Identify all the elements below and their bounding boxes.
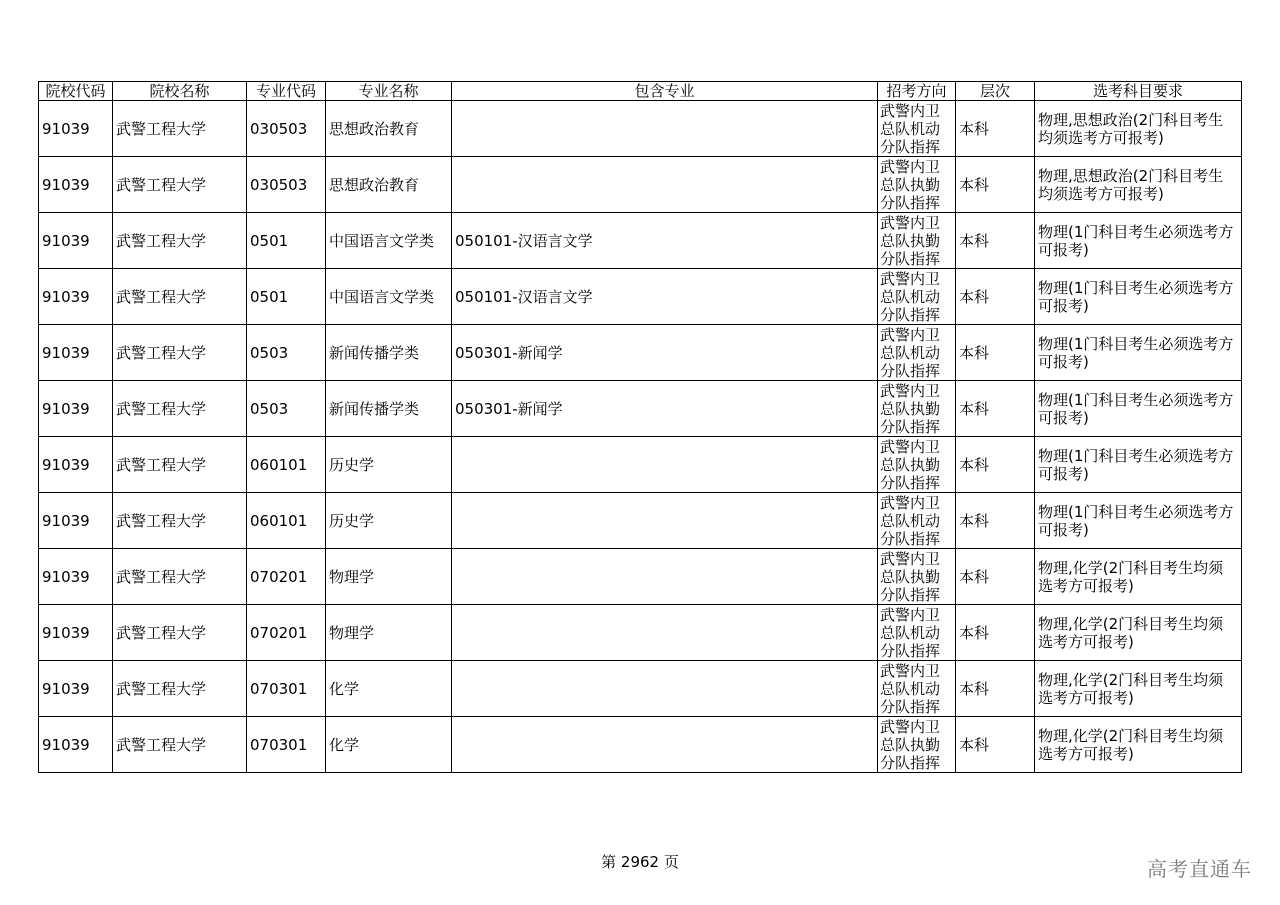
direction-cell: 武警内卫总队执勤分队指挥	[878, 437, 956, 493]
direction-cell: 武警内卫总队执勤分队指挥	[878, 157, 956, 213]
header-included-majors: 包含专业	[452, 82, 878, 101]
table-row	[39, 325, 1242, 381]
subject-requirements-cell: 物理,化学(2门科目考生均须选考方可报考)	[1035, 549, 1242, 605]
school-name-cell: 武警工程大学	[113, 493, 247, 549]
school-name-cell: 武警工程大学	[113, 325, 247, 381]
included-majors-cell	[452, 437, 878, 493]
major-name-cell: 思想政治教育	[326, 157, 452, 213]
table-row	[39, 605, 1242, 661]
major-code-cell: 070201	[247, 605, 326, 661]
school-name-cell: 武警工程大学	[113, 437, 247, 493]
major-code-cell: 070301	[247, 717, 326, 773]
school-name-cell: 武警工程大学	[113, 269, 247, 325]
subject-requirements-cell: 物理(1门科目考生必须选考方可报考)	[1035, 213, 1242, 269]
included-majors-cell: 050101-汉语言文学	[452, 213, 878, 269]
included-majors-cell	[452, 493, 878, 549]
major-code-cell: 0501	[247, 213, 326, 269]
major-name-cell: 历史学	[326, 493, 452, 549]
table-row	[39, 381, 1242, 437]
direction-cell: 武警内卫总队执勤分队指挥	[878, 381, 956, 437]
subject-requirements-cell: 物理(1门科目考生必须选考方可报考)	[1035, 269, 1242, 325]
major-code-cell: 030503	[247, 157, 326, 213]
watermark-logo: 高考直通车	[1147, 857, 1252, 881]
school-name-cell: 武警工程大学	[113, 101, 247, 157]
header-level: 层次	[956, 82, 1035, 101]
included-majors-cell	[452, 661, 878, 717]
school-name-cell: 武警工程大学	[113, 605, 247, 661]
table-row	[39, 549, 1242, 605]
header-school-name: 院校名称	[113, 82, 247, 101]
level-cell: 本科	[956, 157, 1035, 213]
included-majors-cell: 050101-汉语言文学	[452, 269, 878, 325]
subject-requirements-cell: 物理(1门科目考生必须选考方可报考)	[1035, 437, 1242, 493]
table-row	[39, 717, 1242, 773]
level-cell: 本科	[956, 605, 1035, 661]
major-name-cell: 物理学	[326, 605, 452, 661]
level-cell: 本科	[956, 493, 1035, 549]
level-cell: 本科	[956, 213, 1035, 269]
direction-cell: 武警内卫总队机动分队指挥	[878, 605, 956, 661]
school-code-cell: 91039	[39, 605, 113, 661]
subject-requirements-cell: 物理,化学(2门科目考生均须选考方可报考)	[1035, 605, 1242, 661]
level-cell: 本科	[956, 325, 1035, 381]
header-major-name: 专业名称	[326, 82, 452, 101]
major-code-cell: 070301	[247, 661, 326, 717]
included-majors-cell: 050301-新闻学	[452, 381, 878, 437]
school-code-cell: 91039	[39, 101, 113, 157]
direction-cell: 武警内卫总队机动分队指挥	[878, 325, 956, 381]
major-name-cell: 化学	[326, 717, 452, 773]
major-name-cell: 新闻传播学类	[326, 325, 452, 381]
subject-requirements-cell: 物理(1门科目考生必须选考方可报考)	[1035, 325, 1242, 381]
level-cell: 本科	[956, 437, 1035, 493]
school-code-cell: 91039	[39, 717, 113, 773]
school-name-cell: 武警工程大学	[113, 717, 247, 773]
school-code-cell: 91039	[39, 213, 113, 269]
level-cell: 本科	[956, 101, 1035, 157]
school-code-cell: 91039	[39, 437, 113, 493]
admissions-table	[38, 81, 1242, 773]
table-row	[39, 157, 1242, 213]
major-code-cell: 030503	[247, 101, 326, 157]
subject-requirements-cell: 物理,思想政治(2门科目考生均须选考方可报考)	[1035, 157, 1242, 213]
school-code-cell: 91039	[39, 325, 113, 381]
subject-requirements-cell: 物理,思想政治(2门科目考生均须选考方可报考)	[1035, 101, 1242, 157]
included-majors-cell	[452, 717, 878, 773]
school-code-cell: 91039	[39, 493, 113, 549]
school-name-cell: 武警工程大学	[113, 381, 247, 437]
level-cell: 本科	[956, 549, 1035, 605]
table-row	[39, 661, 1242, 717]
direction-cell: 武警内卫总队执勤分队指挥	[878, 717, 956, 773]
major-code-cell: 0503	[247, 381, 326, 437]
header-direction: 招考方向	[878, 82, 956, 101]
school-code-cell: 91039	[39, 661, 113, 717]
table-body	[39, 101, 1242, 773]
table-header-row	[39, 82, 1242, 101]
major-name-cell: 新闻传播学类	[326, 381, 452, 437]
major-code-cell: 060101	[247, 437, 326, 493]
school-name-cell: 武警工程大学	[113, 549, 247, 605]
major-name-cell: 历史学	[326, 437, 452, 493]
subject-requirements-cell: 物理(1门科目考生必须选考方可报考)	[1035, 381, 1242, 437]
school-code-cell: 91039	[39, 157, 113, 213]
major-name-cell: 化学	[326, 661, 452, 717]
major-code-cell: 070201	[247, 549, 326, 605]
header-subject-requirements: 选考科目要求	[1035, 82, 1242, 101]
school-name-cell: 武警工程大学	[113, 661, 247, 717]
subject-requirements-cell: 物理(1门科目考生必须选考方可报考)	[1035, 493, 1242, 549]
table-row	[39, 101, 1242, 157]
included-majors-cell: 050301-新闻学	[452, 325, 878, 381]
direction-cell: 武警内卫总队机动分队指挥	[878, 661, 956, 717]
included-majors-cell	[452, 157, 878, 213]
included-majors-cell	[452, 549, 878, 605]
major-name-cell: 中国语言文学类	[326, 269, 452, 325]
school-code-cell: 91039	[39, 381, 113, 437]
header-school-code: 院校代码	[39, 82, 113, 101]
major-name-cell: 物理学	[326, 549, 452, 605]
school-name-cell: 武警工程大学	[113, 157, 247, 213]
page-number: 第 2962 页	[601, 853, 679, 871]
direction-cell: 武警内卫总队执勤分队指挥	[878, 549, 956, 605]
major-name-cell: 思想政治教育	[326, 101, 452, 157]
direction-cell: 武警内卫总队执勤分队指挥	[878, 213, 956, 269]
major-code-cell: 0501	[247, 269, 326, 325]
major-code-cell: 060101	[247, 493, 326, 549]
direction-cell: 武警内卫总队机动分队指挥	[878, 269, 956, 325]
school-name-cell: 武警工程大学	[113, 213, 247, 269]
subject-requirements-cell: 物理,化学(2门科目考生均须选考方可报考)	[1035, 661, 1242, 717]
level-cell: 本科	[956, 381, 1035, 437]
school-code-cell: 91039	[39, 549, 113, 605]
included-majors-cell	[452, 101, 878, 157]
table-row	[39, 269, 1242, 325]
table-row	[39, 213, 1242, 269]
school-code-cell: 91039	[39, 269, 113, 325]
header-major-code: 专业代码	[247, 82, 326, 101]
table-row	[39, 437, 1242, 493]
major-code-cell: 0503	[247, 325, 326, 381]
table-row	[39, 493, 1242, 549]
level-cell: 本科	[956, 269, 1035, 325]
direction-cell: 武警内卫总队机动分队指挥	[878, 493, 956, 549]
major-name-cell: 中国语言文学类	[326, 213, 452, 269]
level-cell: 本科	[956, 661, 1035, 717]
subject-requirements-cell: 物理,化学(2门科目考生均须选考方可报考)	[1035, 717, 1242, 773]
level-cell: 本科	[956, 717, 1035, 773]
direction-cell: 武警内卫总队机动分队指挥	[878, 101, 956, 157]
included-majors-cell	[452, 605, 878, 661]
